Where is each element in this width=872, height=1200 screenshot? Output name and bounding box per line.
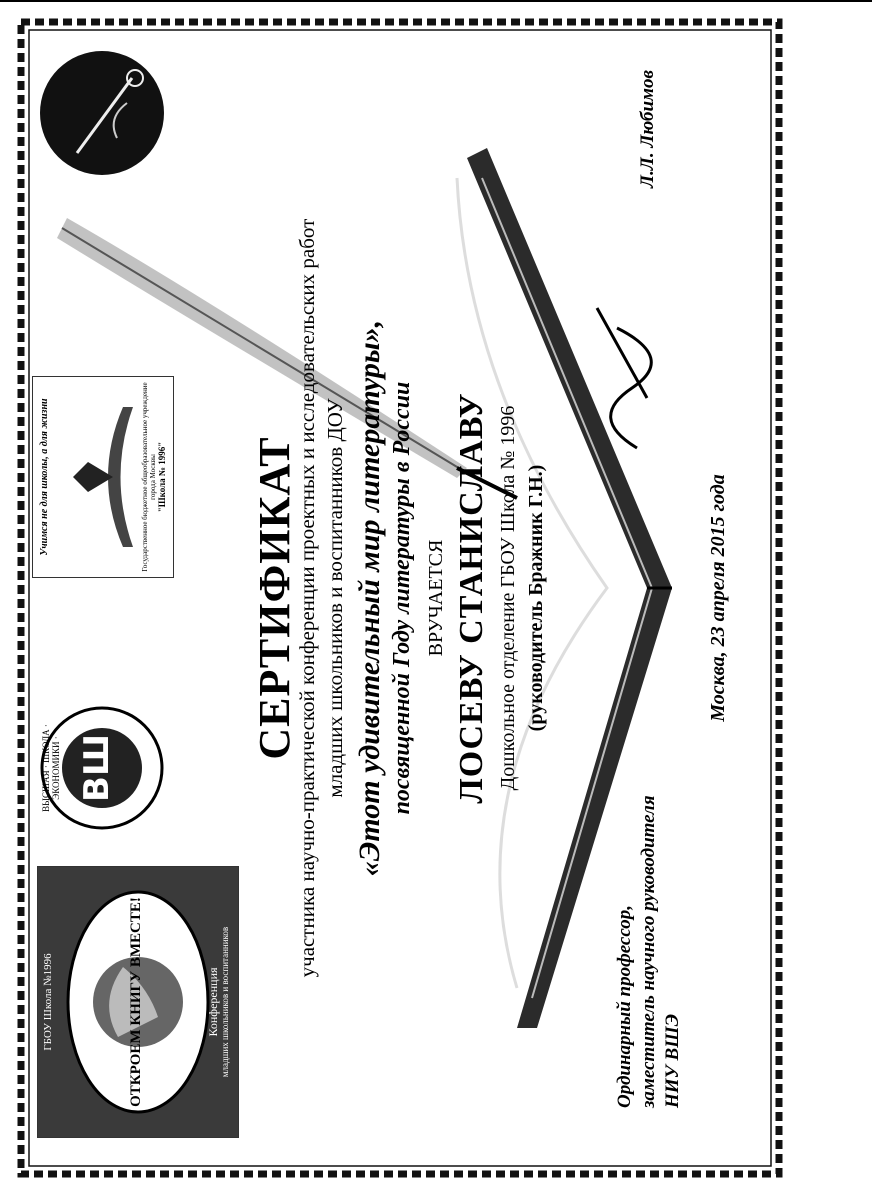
- hse-letters: ВШ: [77, 734, 117, 802]
- certificate-content: [17, 18, 783, 1178]
- key-seal-icon: [37, 48, 167, 178]
- recipient-name: ЛОСЕВУ СТАНИСЛАВУ: [453, 392, 490, 804]
- place-date: Москва, 23 апреля 2015 года: [707, 474, 729, 722]
- certificate-title: СЕРТИФИКАТ: [250, 436, 299, 760]
- school-arc-top: Учимся не для школы, а для жизни: [39, 398, 50, 556]
- top-edge-line: [0, 0, 872, 2]
- institution-line: Дошкольное отделение ГБОУ Школа № 1996: [497, 405, 519, 791]
- school-1996-logo: [32, 376, 174, 578]
- signatory-title-2: заместитель научного руководителя: [638, 795, 659, 1108]
- signatory-title-1: Ординарный профессор,: [614, 904, 635, 1108]
- handwritten-signature: [577, 298, 667, 458]
- school-arc-bottom: Государственное бюджетное общеобразовательное учреждение города Москвы: [141, 382, 157, 572]
- signatory-title-3: НИУ ВШЭ: [662, 1014, 683, 1108]
- book-conference-logo: [37, 866, 239, 1138]
- dedication-line: посвященной Году литературы в России: [389, 381, 415, 815]
- book-logo-bottom-text-1: Конференция: [206, 967, 220, 1037]
- conference-name: «Этот удивительный мир литературы»,: [353, 319, 386, 877]
- hse-ring-text: ВЫСШАЯ · ШКОЛА · ЭКОНОМИКИ ·: [41, 724, 61, 812]
- participant-line-2: младших школьников и воспитанников ДОУ: [323, 398, 347, 798]
- book-logo-bottom-text-2: младших школьников и воспитанников: [220, 926, 230, 1078]
- participant-line: участника научно-практической конференции проектных и исследовательских работ: [295, 218, 319, 978]
- book-logo-slogan: ОТКРОЕМ КНИГУ ВМЕСТЕ!: [128, 897, 144, 1107]
- book-logo-top-text: ГБОУ Школа №1996: [42, 953, 54, 1051]
- school-name: "Школа № 1996": [157, 441, 167, 513]
- signatory-name: Л.Л. Любимов: [637, 69, 658, 188]
- awarded-label: ВРУЧАЕТСЯ: [425, 539, 447, 657]
- certificate-sheet: [17, 18, 783, 1178]
- supervisor-line: (руководитель Бражник Г.Н.): [525, 464, 547, 732]
- signatory-block: [613, 778, 685, 1108]
- hse-logo: [37, 703, 167, 833]
